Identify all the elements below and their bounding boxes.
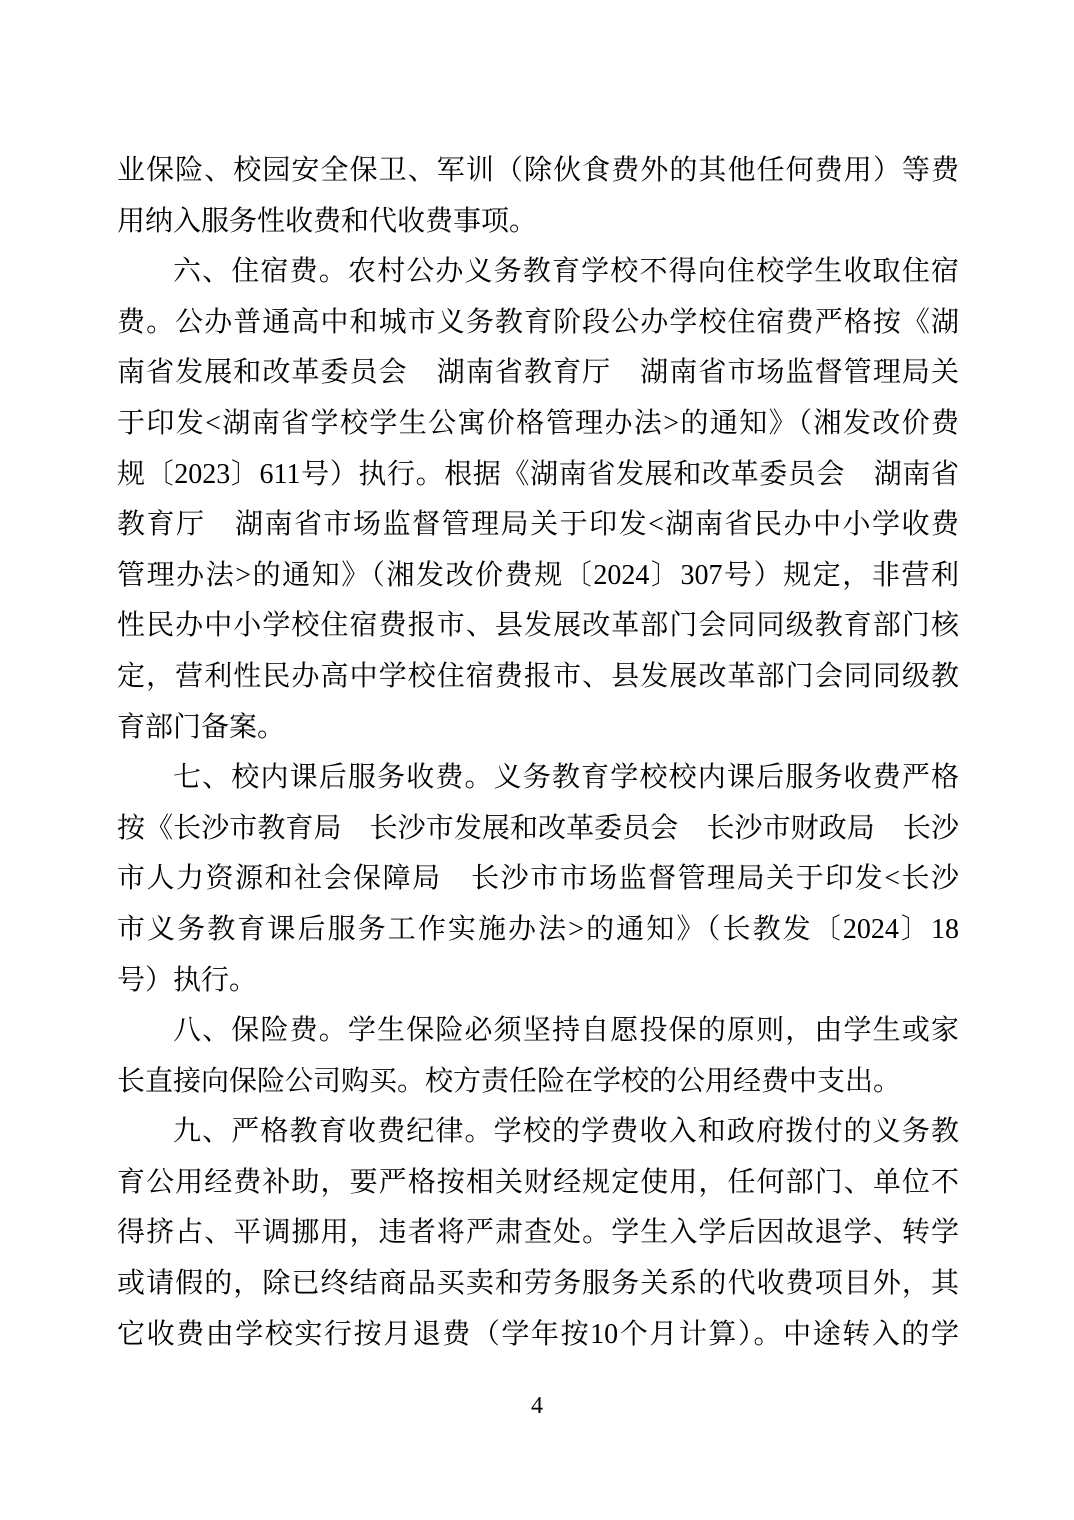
text-line-10: 性民办中小学校住宿费报市、县发展改革部门会同同级教育部门核 (117, 610, 959, 642)
text-line-5: 南省发展和改革委员会 湖南省教育厅 湖南省市场监督管理局关 (117, 357, 959, 389)
text-line-7: 规〔2023〕611号）执行。根据《湖南省发展和改革委员会 湖南省 (117, 458, 959, 490)
text-line-15: 市人力资源和社会保障局 长沙市市场监督管理局关于印发<长沙 (117, 863, 959, 895)
text-line-2: 用纳入服务性收费和代收费事项。 (117, 205, 538, 237)
text-line-14: 按《长沙市教育局 长沙市发展和改革委员会 长沙市财政局 长沙 (117, 812, 959, 844)
text-line-9: 管理办法>的通知》（湘发改价费规〔2024〕307号）规定，非营利 (117, 559, 959, 591)
text-line-17: 号）执行。 (117, 964, 258, 996)
text-line-1: 业保险、校园安全保卫、军训（除伙食费外的其他任何费用）等费 (117, 155, 959, 186)
text-line-18: 八、保险费。学生保险必须坚持自愿投保的原则，由学生或家 (173, 1015, 959, 1047)
text-line-16: 市义务教育课后服务工作实施办法>的通知》（长教发〔2024〕18 (117, 913, 959, 945)
page-number: 4 (531, 1393, 543, 1419)
text-line-19: 长直接向保险公司购买。校方责任险在学校的公用经费中支出。 (117, 1065, 902, 1097)
text-line-11: 定，营利性民办高中学校住宿费报市、县发展改革部门会同同级教 (117, 660, 959, 692)
text-line-21: 育公用经费补助，要严格按相关财经规定使用，任何部门、单位不 (117, 1166, 959, 1198)
text-line-8: 教育厅 湖南省市场监督管理局关于印发<湖南省民办中小学收费 (117, 509, 959, 541)
text-line-20: 九、严格教育收费纪律。学校的学费收入和政府拨付的义务教 (173, 1116, 959, 1148)
text-line-6: 于印发<湖南省学校学生公寓价格管理办法>的通知》（湘发改价费 (117, 407, 959, 439)
text-line-4: 费。公办普通高中和城市义务教育阶段公办学校住宿费严格按《湖 (117, 306, 959, 338)
text-line-3: 六、住宿费。农村公办义务教育学校不得向住校学生收取住宿 (173, 256, 959, 288)
text-line-12: 育部门备案。 (117, 711, 286, 743)
document-body (117, 146, 959, 1360)
text-line-24: 它收费由学校实行按月退费（学年按10个月计算）。中途转入的学 (117, 1318, 959, 1350)
text-line-13: 七、校内课后服务收费。义务教育学校校内课后服务收费严格 (173, 762, 959, 794)
text-line-22: 得挤占、平调挪用，违者将严肃查处。学生入学后因故退学、转学 (117, 1217, 959, 1249)
text-line-23: 或请假的，除已终结商品买卖和劳务服务关系的代收费项目外，其 (117, 1268, 959, 1300)
